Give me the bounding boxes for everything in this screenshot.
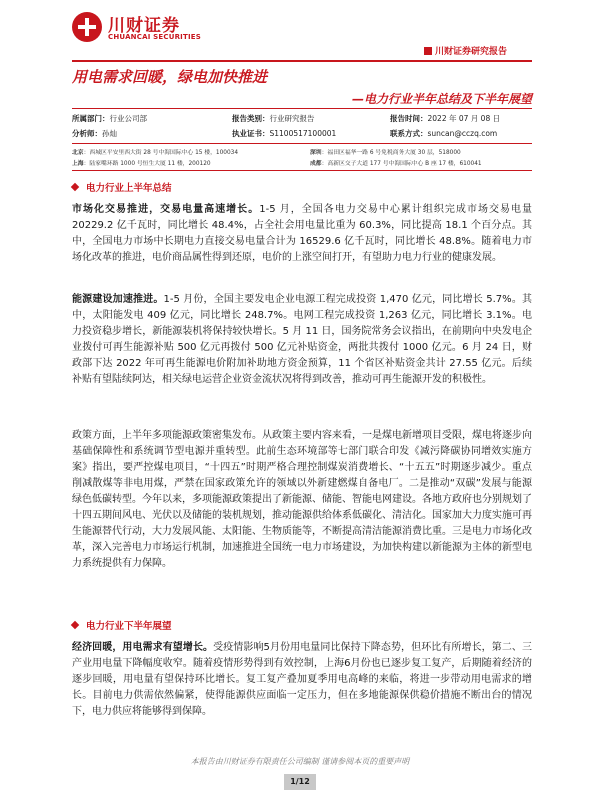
paragraph-lead: 经济回暖，用电需求有望增长。	[72, 642, 214, 653]
contact-info	[390, 128, 497, 139]
cert-value: S1100517100001	[269, 129, 337, 138]
shenzhen-value: 福田区福华一路 6 号免税商务大厦 30 层，518000	[327, 150, 461, 156]
paragraph-body: 1-5 月份，全国主要发电企业电源工程完成投资 1,470 亿元，同比增长 5.7%。其中，太阳能发电 409 亿元，同比增长 248.7%。电网工程完成投资 1,263 亿元，同比增长 3.1%。电力投资稳步增长，新能源装机将保持较快增长。5 月 11 日，国务院常务会议指出，在前期向中央发电企业拨付可再生能源补贴 500 亿元再拨付 500 亿元补贴资金，两批共拨付 1000 亿元。6 月 24 日，财政部下达 2022 年可再生能源电价附加补助地方资金预算，11 个省区补贴资金共计 27.55 亿元。后续补贴有望陆续阿达，相关绿电运营企业资金流状况将得到改善，推动可再生能源开发的积极性。	[72, 294, 533, 385]
dept-label: 所属部门：	[72, 114, 110, 123]
analyst-value: 孙灿	[102, 129, 117, 138]
header-divider	[72, 60, 532, 62]
report-subtitle: —电力行业半年总结及下半年展望	[351, 92, 532, 106]
address-row-1	[72, 147, 532, 156]
analyst-label: 分析师：	[72, 129, 102, 138]
type-value: 行业研究报告	[269, 114, 315, 123]
paragraph-lead: 市场化交易推进，交易电量高速增长。	[72, 204, 260, 215]
report-series-label: 川财证券研究报告	[435, 47, 508, 57]
title-divider	[72, 108, 532, 109]
address-divider	[72, 170, 532, 171]
meta-row-1	[72, 113, 532, 125]
type-info	[232, 113, 315, 124]
chengdu-label: 成都	[310, 161, 322, 167]
paragraph-body: 1-5 月，全国各电力交易中心累计组织完成市场交易电量 20229.2 亿千瓦时，同比增长 48.4%，占全社会用电量比重为 60.3%，同比提高 18.1 个百分点。其中，全国电力市场中长期电力直接交易电量合计为 16529.6 亿千瓦时，同比增长 48.8%。随着电力市场化改革的推进，电价商品属性得到还原，电价的上涨空间打开，有望助力电力行业的健康发展。	[72, 204, 533, 263]
logo-en-text: CHUANCAI SECURITIES	[108, 33, 201, 41]
section-heading-second-half	[72, 618, 172, 632]
cert-info	[232, 128, 336, 139]
square-icon	[424, 47, 432, 55]
contact-value[interactable]: suncan@cczq.com	[427, 129, 498, 138]
time-label: 报告时间：	[390, 114, 428, 123]
page-header	[0, 0, 600, 64]
address-shanghai: 上海：陆家嘴环路 1000 号恒生大厦 11 楼，200120	[72, 161, 211, 167]
beijing-value: 西城区平安里西大街 28 号中海国际中心 15 楼，100034	[89, 150, 239, 156]
section-heading-first-half	[72, 180, 172, 194]
section-title: 电力行业下半年展望	[86, 621, 172, 632]
paragraph-body: 政策方面，上半年多项能源政策密集发布。从政策主要内容来看，一是煤电新增项目受限，煤电将逐步向基础保障性和系统调节型电源并重转型。此前生态环境部等七部门联合印发《减污降碳协同增效实施方案》指出，要严控煤电项目，“十四五”时期严格合理控制煤炭消费增长、“十五五”时期逐步减少。重点削减散煤等非电用煤，严禁在国家政策允许的领域以外新建燃煤自备电厂。二是推动“双碳”发展与能源绿色低碳转型。今年以来，多项能源政策提出了新能源、储能、智能电网建设。各地方政府也分别规划了十四五期间风电、光伏以及储能的装机规划，推动能源供给体系低碳化、清洁化。国家加大力度实施可再生能源替代行动，大力发展风能、太阳能、生物质能等，不断提高清洁能源消费比重。三是电力市场化改革，深入完善电力市场运行机制，加速推进全国统一电力市场建设，为加快构建以新能源为主体的新型电力系统提供有力保障。	[72, 430, 532, 569]
shenzhen-label: 深圳	[310, 150, 322, 156]
paragraph-policy	[72, 428, 532, 572]
contact-label: 联系方式：	[390, 129, 428, 138]
time-info	[390, 113, 500, 124]
address-beijing: 北京：西城区平安里西大街 28 号中海国际中心 15 楼，100034	[72, 150, 239, 156]
section-title: 电力行业上半年总结	[86, 183, 172, 194]
report-title: 用电需求回暖，绿电加快推进	[72, 68, 268, 86]
report-series	[424, 44, 507, 57]
chengdu-value: 高新区交子大道 177 号中海国际中心 B 座 17 楼，610041	[327, 161, 482, 167]
type-label: 报告类别：	[232, 114, 270, 123]
diamond-icon	[71, 183, 79, 191]
dept-value: 行业公司部	[109, 114, 147, 123]
shanghai-value: 陆家嘴环路 1000 号恒生大厦 11 楼，200120	[89, 161, 211, 167]
meta-divider	[72, 143, 532, 144]
address-chengdu: 成都：高新区交子大道 177 号中海国际中心 B 座 17 楼，610041	[310, 161, 482, 167]
shanghai-label: 上海	[72, 161, 84, 167]
analyst-info	[72, 128, 117, 139]
beijing-label: 北京	[72, 150, 84, 156]
cert-label: 执业证书：	[232, 129, 270, 138]
page-number: 1/12	[284, 774, 316, 790]
paragraph-energy-construction	[72, 292, 532, 388]
paragraph-demand-outlook	[72, 640, 532, 720]
diamond-icon	[71, 621, 79, 629]
address-row-2	[72, 158, 532, 167]
logo-cn-text: 川财证券	[108, 16, 180, 36]
paragraph-market-trading	[72, 202, 532, 266]
time-value: 2022 年 07 月 08 日	[427, 114, 501, 123]
footer-disclaimer: 本报告由川财证券有限责任公司编制 谨请参阅本页的重要声明	[190, 757, 410, 766]
logo-icon	[72, 12, 102, 42]
meta-row-2	[72, 128, 532, 140]
paragraph-body: 受疫情影响5月份用电量同比保持下降态势，但环比有所增长，第二、三产业用电量下降幅度收窄。随着疫情形势得到有效控制，上海6月份也已逐步复工复产，后期随着经济的逐步回暖，用电量有望保持环比增长。复工复产叠加夏季用电高峰的来临，将进一步带动用电需求的增长。目前电力供需依然偏紧，使得能源供应面临一定压力，但在多地能源保供稳价措施不断出台的情况下，电力供应将能够得到保障。	[72, 642, 532, 717]
paragraph-lead: 能源建设加速推进。	[72, 294, 164, 305]
address-shenzhen: 深圳：福田区福华一路 6 号免税商务大厦 30 层，518000	[310, 150, 461, 156]
dept-info	[72, 113, 147, 124]
